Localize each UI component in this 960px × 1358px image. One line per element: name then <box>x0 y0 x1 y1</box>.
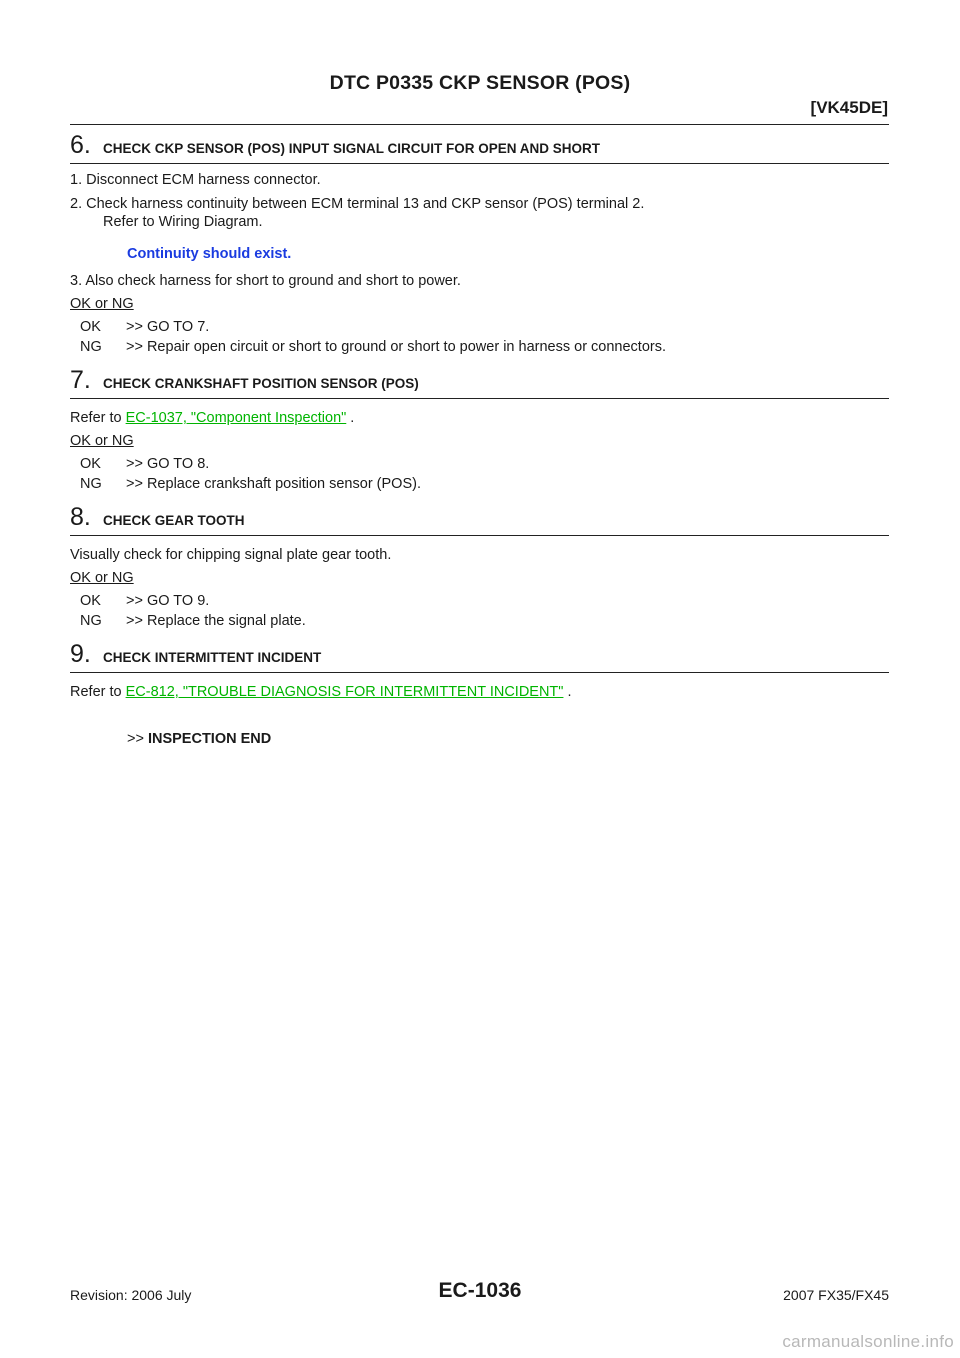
step-rule <box>70 535 889 536</box>
page-title: DTC P0335 CKP SENSOR (POS) <box>329 72 631 94</box>
step-rule <box>70 163 889 164</box>
step-number: 6. <box>70 131 91 159</box>
header-rule <box>70 124 889 125</box>
watermark: carmanualsonline.info <box>782 1332 954 1351</box>
step-title: CHECK CKP SENSOR (POS) INPUT SIGNAL CIRCUIT FOR OPEN AND SHORT <box>103 141 601 156</box>
step-title: CHECK CRANKSHAFT POSITION SENSOR (POS) <box>103 376 419 391</box>
component-inspection-link[interactable]: EC-1037, "Component Inspection" <box>125 410 347 426</box>
step-rule <box>70 398 889 399</box>
ng-option: NG >> Replace the signal plate. <box>80 613 306 629</box>
step-number: 9. <box>70 640 91 668</box>
ng-option: NG >> Repair open circuit or short to ground or short to power in harness or connectors. <box>80 339 667 355</box>
vehicle-model: 2007 FX35/FX45 <box>783 1287 889 1303</box>
spec-note: Continuity should exist. <box>127 246 292 262</box>
step-number: 7. <box>70 366 91 394</box>
step-title: CHECK INTERMITTENT INCIDENT <box>103 650 322 665</box>
step-8 <box>70 503 889 629</box>
step-9 <box>70 640 889 747</box>
instruction-line: 1. Disconnect ECM harness connector. <box>70 172 321 188</box>
reference-line: Refer to EC-1037, "Component Inspection" . <box>70 410 355 426</box>
ok-option: OK >> GO TO 8. <box>80 456 210 472</box>
instruction-line: 2. Check harness continuity between ECM terminal 13 and CKP sensor (POS) terminal 2. <box>70 196 645 212</box>
step-number: 8. <box>70 503 91 531</box>
page-number: EC-1036 <box>438 1279 522 1302</box>
reference-line: Refer to EC-812, "TROUBLE DIAGNOSIS FOR INTERMITTENT INCIDENT" . <box>70 684 572 700</box>
revision-date: Revision: 2006 July <box>70 1287 192 1303</box>
instruction-line: Visually check for chipping signal plate gear tooth. <box>70 547 392 563</box>
instruction-line: 3. Also check harness for short to ground and short to power. <box>70 273 461 289</box>
ok-or-ng-label: OK or NG <box>70 296 134 312</box>
ok-option: OK >> GO TO 9. <box>80 593 210 609</box>
engine-code: [VK45DE] <box>810 98 888 117</box>
step-7 <box>70 366 889 492</box>
step-6 <box>70 131 889 355</box>
step-title: CHECK GEAR TOOTH <box>103 513 245 528</box>
ok-or-ng-label: OK or NG <box>70 433 134 449</box>
inspection-end: >> INSPECTION END <box>127 731 272 747</box>
instruction-line: Refer to Wiring Diagram. <box>103 214 263 230</box>
ok-or-ng-label: OK or NG <box>70 570 134 586</box>
ng-option: NG >> Replace crankshaft position sensor (POS). <box>80 476 421 492</box>
ok-option: OK >> GO TO 7. <box>80 319 210 335</box>
intermittent-incident-link[interactable]: EC-812, "TROUBLE DIAGNOSIS FOR INTERMITTENT INCIDENT" <box>125 684 564 700</box>
step-rule <box>70 672 889 673</box>
